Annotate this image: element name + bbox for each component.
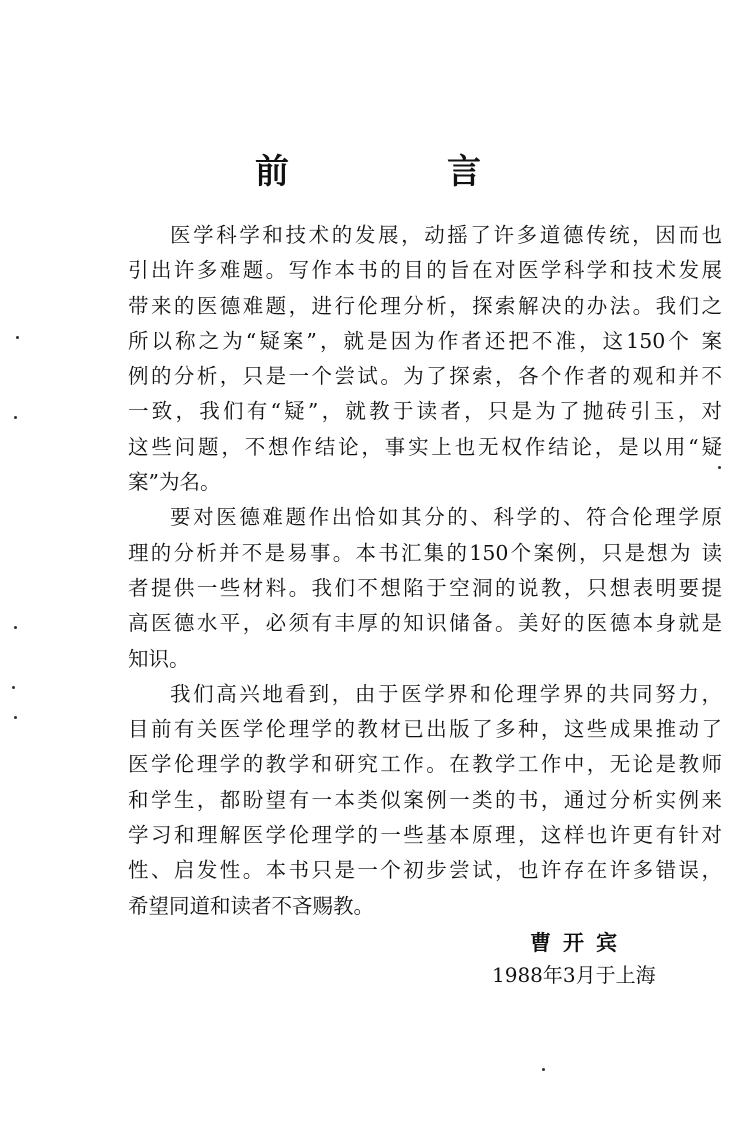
text-line: 和学生，都盼望有一本类似案例一类的书，通过分析实例来: [128, 787, 722, 812]
author-signature: 曹开宾: [530, 930, 629, 955]
page-title: 前 言: [255, 152, 543, 192]
text-line: 医学伦理学的教学和研究工作。在教学工作中，无论是教师: [128, 752, 722, 777]
scan-speck: [718, 466, 721, 469]
text-line: 例的分析，只是一个尝试。为了探索，各个作者的观和并不: [128, 364, 722, 389]
text-line: 引出许多难题。写作本书的目的旨在对医学科学和技术发展: [128, 258, 722, 283]
text-line: 学习和理解医学伦理学的一些基本原理，这样也许更有针对: [128, 823, 722, 848]
text-line: 带来的医德难题，进行伦理分析，探索解决的办法。我们之: [128, 293, 722, 318]
date-line: 1988年3月于上海: [492, 963, 656, 987]
text-line: 希望同道和读者不吝赐教。: [128, 893, 374, 918]
text-line: 这些问题，不想作结论，事实上也无权作结论，是以用“疑: [128, 434, 722, 459]
text-line: 目前有关医学伦理学的教材已出版了多种，这些成果推动了: [128, 717, 722, 742]
scan-speck: [14, 416, 17, 419]
text-line: 性、启发性。本书只是一个初步尝试，也许存在许多错误，: [128, 858, 722, 883]
text-line: 医学科学和技术的发展，动摇了许多道德传统，因而也: [170, 223, 722, 247]
text-line: 所以称之为“疑案”，就是因为作者还把不准，这150个 案: [128, 328, 722, 353]
preface-body: [128, 218, 722, 924]
text-line: 我们高兴地看到，由于医学界和伦理学界的共同努力，: [170, 681, 722, 706]
text-line: 案”为名。: [128, 470, 221, 495]
scan-speck: [16, 336, 19, 339]
scan-speck: [14, 716, 17, 719]
text-line: 理的分析并不是易事。本书汇集的150个案例，只是想为 读: [128, 540, 722, 565]
text-line: 者提供一些材料。我们不想陷于空洞的说教，只想表明要提: [128, 575, 722, 600]
scan-speck: [12, 686, 15, 689]
scan-speck: [542, 1068, 545, 1071]
text-line: 要对医德难题作出恰如其分的、科学的、符合伦理学原: [170, 505, 722, 530]
scan-speck: [14, 626, 17, 629]
text-line: 知识。: [128, 646, 190, 671]
text-line: 一致，我们有“疑”，就教于读者，只是为了抛砖引玉，对: [128, 399, 722, 424]
text-line: 高医德水平，必须有丰厚的知识储备。美好的医德本身就是: [128, 611, 722, 636]
